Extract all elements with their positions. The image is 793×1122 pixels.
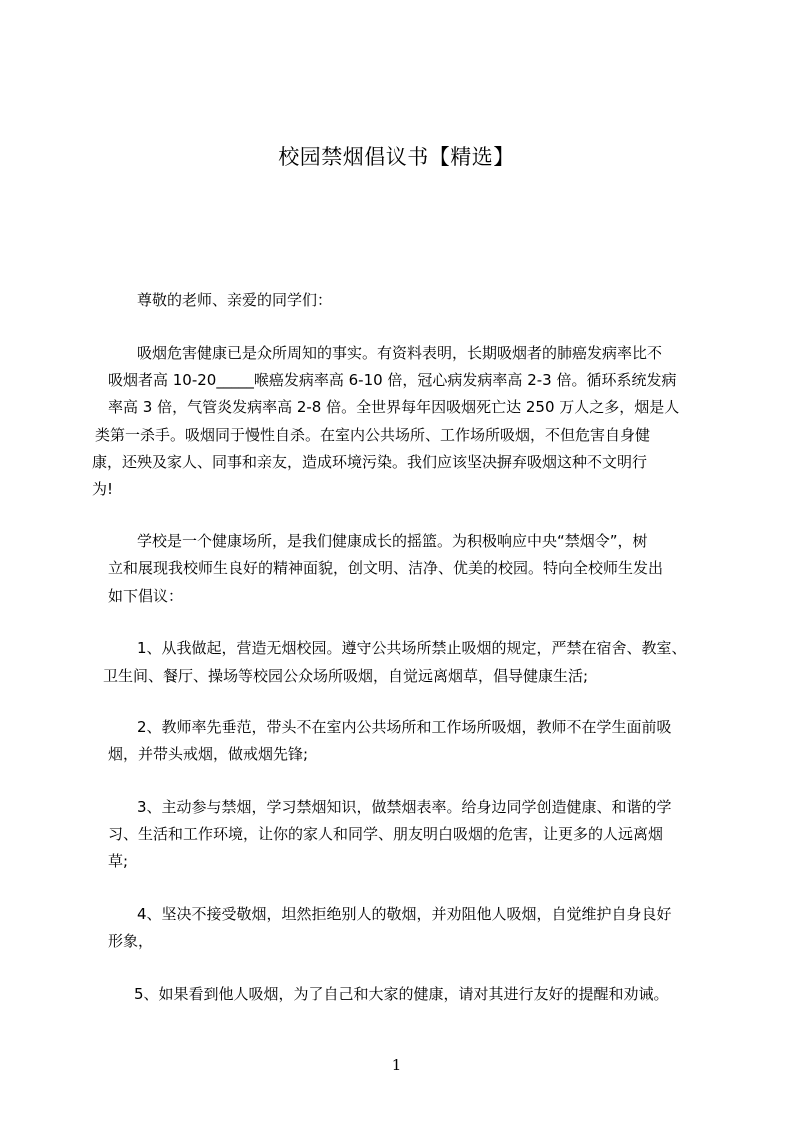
proposal-item-4-line-1: 4、坚决不接受敬烟，坦然拒绝别人的敬烟，并劝阻他人吸烟，自觉维护自身良好 (137, 905, 672, 923)
page-number: 1 (391, 1056, 402, 1074)
proposal-item-3-line-3: 草; (108, 852, 129, 870)
proposal-item-1-line-2: 卫生间、餐厅、操场等校园公众场所吸烟，自觉远离烟草，倡导健康生活; (103, 667, 589, 685)
paragraph-1-line-3: 率高 3 倍，气管炎发病率高 2-8 倍。全世界每年因吸烟死亡达 250 万人之多，烟是人 (108, 398, 680, 416)
document-title: 校园禁烟倡议书【精选】 (278, 145, 515, 169)
proposal-item-3-line-2: 习、生活和工作环境，让你的家人和同学、朋友明白吸烟的危害，让更多的人远离烟 (108, 825, 664, 843)
proposal-item-1-line-1: 1、从我做起，营造无烟校园。遵守公共场所禁止吸烟的规定，严禁在宿舍、教室、 (137, 639, 687, 657)
paragraph-2-line-2: 立和展现我校师生良好的精神面貌，创文明、洁净、优美的校园。特向全校师生发出 (108, 559, 664, 577)
proposal-item-4-line-2: 形象， (108, 932, 154, 950)
proposal-item-2-line-1: 2、教师率先垂范，带头不在室内公共场所和工作场所吸烟，教师不在学生面前吸 (137, 718, 672, 736)
paragraph-1-line-5: 康，还殃及家人、同事和亲友，造成环境污染。我们应该坚决摒弃吸烟这种不文明行 (92, 453, 648, 471)
paragraph-2-line-1: 学校是一个健康场所，是我们健康成长的摇篮。为积极响应中央“禁烟令”，树 (137, 532, 648, 550)
greeting: 尊敬的老师、亲爱的同学们： (137, 291, 333, 309)
proposal-item-3-line-1: 3、主动参与禁烟，学习禁烟知识，做禁烟表率。给身边同学创造健康、和谐的学 (137, 798, 672, 816)
paragraph-1-line-1: 吸烟危害健康已是众所周知的事实。有资料表明，长期吸烟者的肺癌发病率比不 (137, 344, 663, 362)
paragraph-1-line-4: 类第一杀手。吸烟同于慢性自杀。在室内公共场所、工作场所吸烟，不但危害自身健 (95, 426, 651, 444)
paragraph-2-line-3: 如下倡议： (108, 587, 184, 605)
paragraph-1-line-6: 为! (92, 480, 114, 498)
proposal-item-5-line-1: 5、如果看到他人吸烟，为了自己和大家的健康，请对其进行友好的提醒和劝诫。 (134, 985, 669, 1003)
proposal-item-2-line-2: 烟，并带头戒烟，做戒烟先锋; (108, 745, 309, 763)
paragraph-1-line-2: 吸烟者高 10-20_____喉癌发病率高 6-10 倍，冠心病发病率高 2-3 倍。循环系统发病 (108, 371, 677, 389)
